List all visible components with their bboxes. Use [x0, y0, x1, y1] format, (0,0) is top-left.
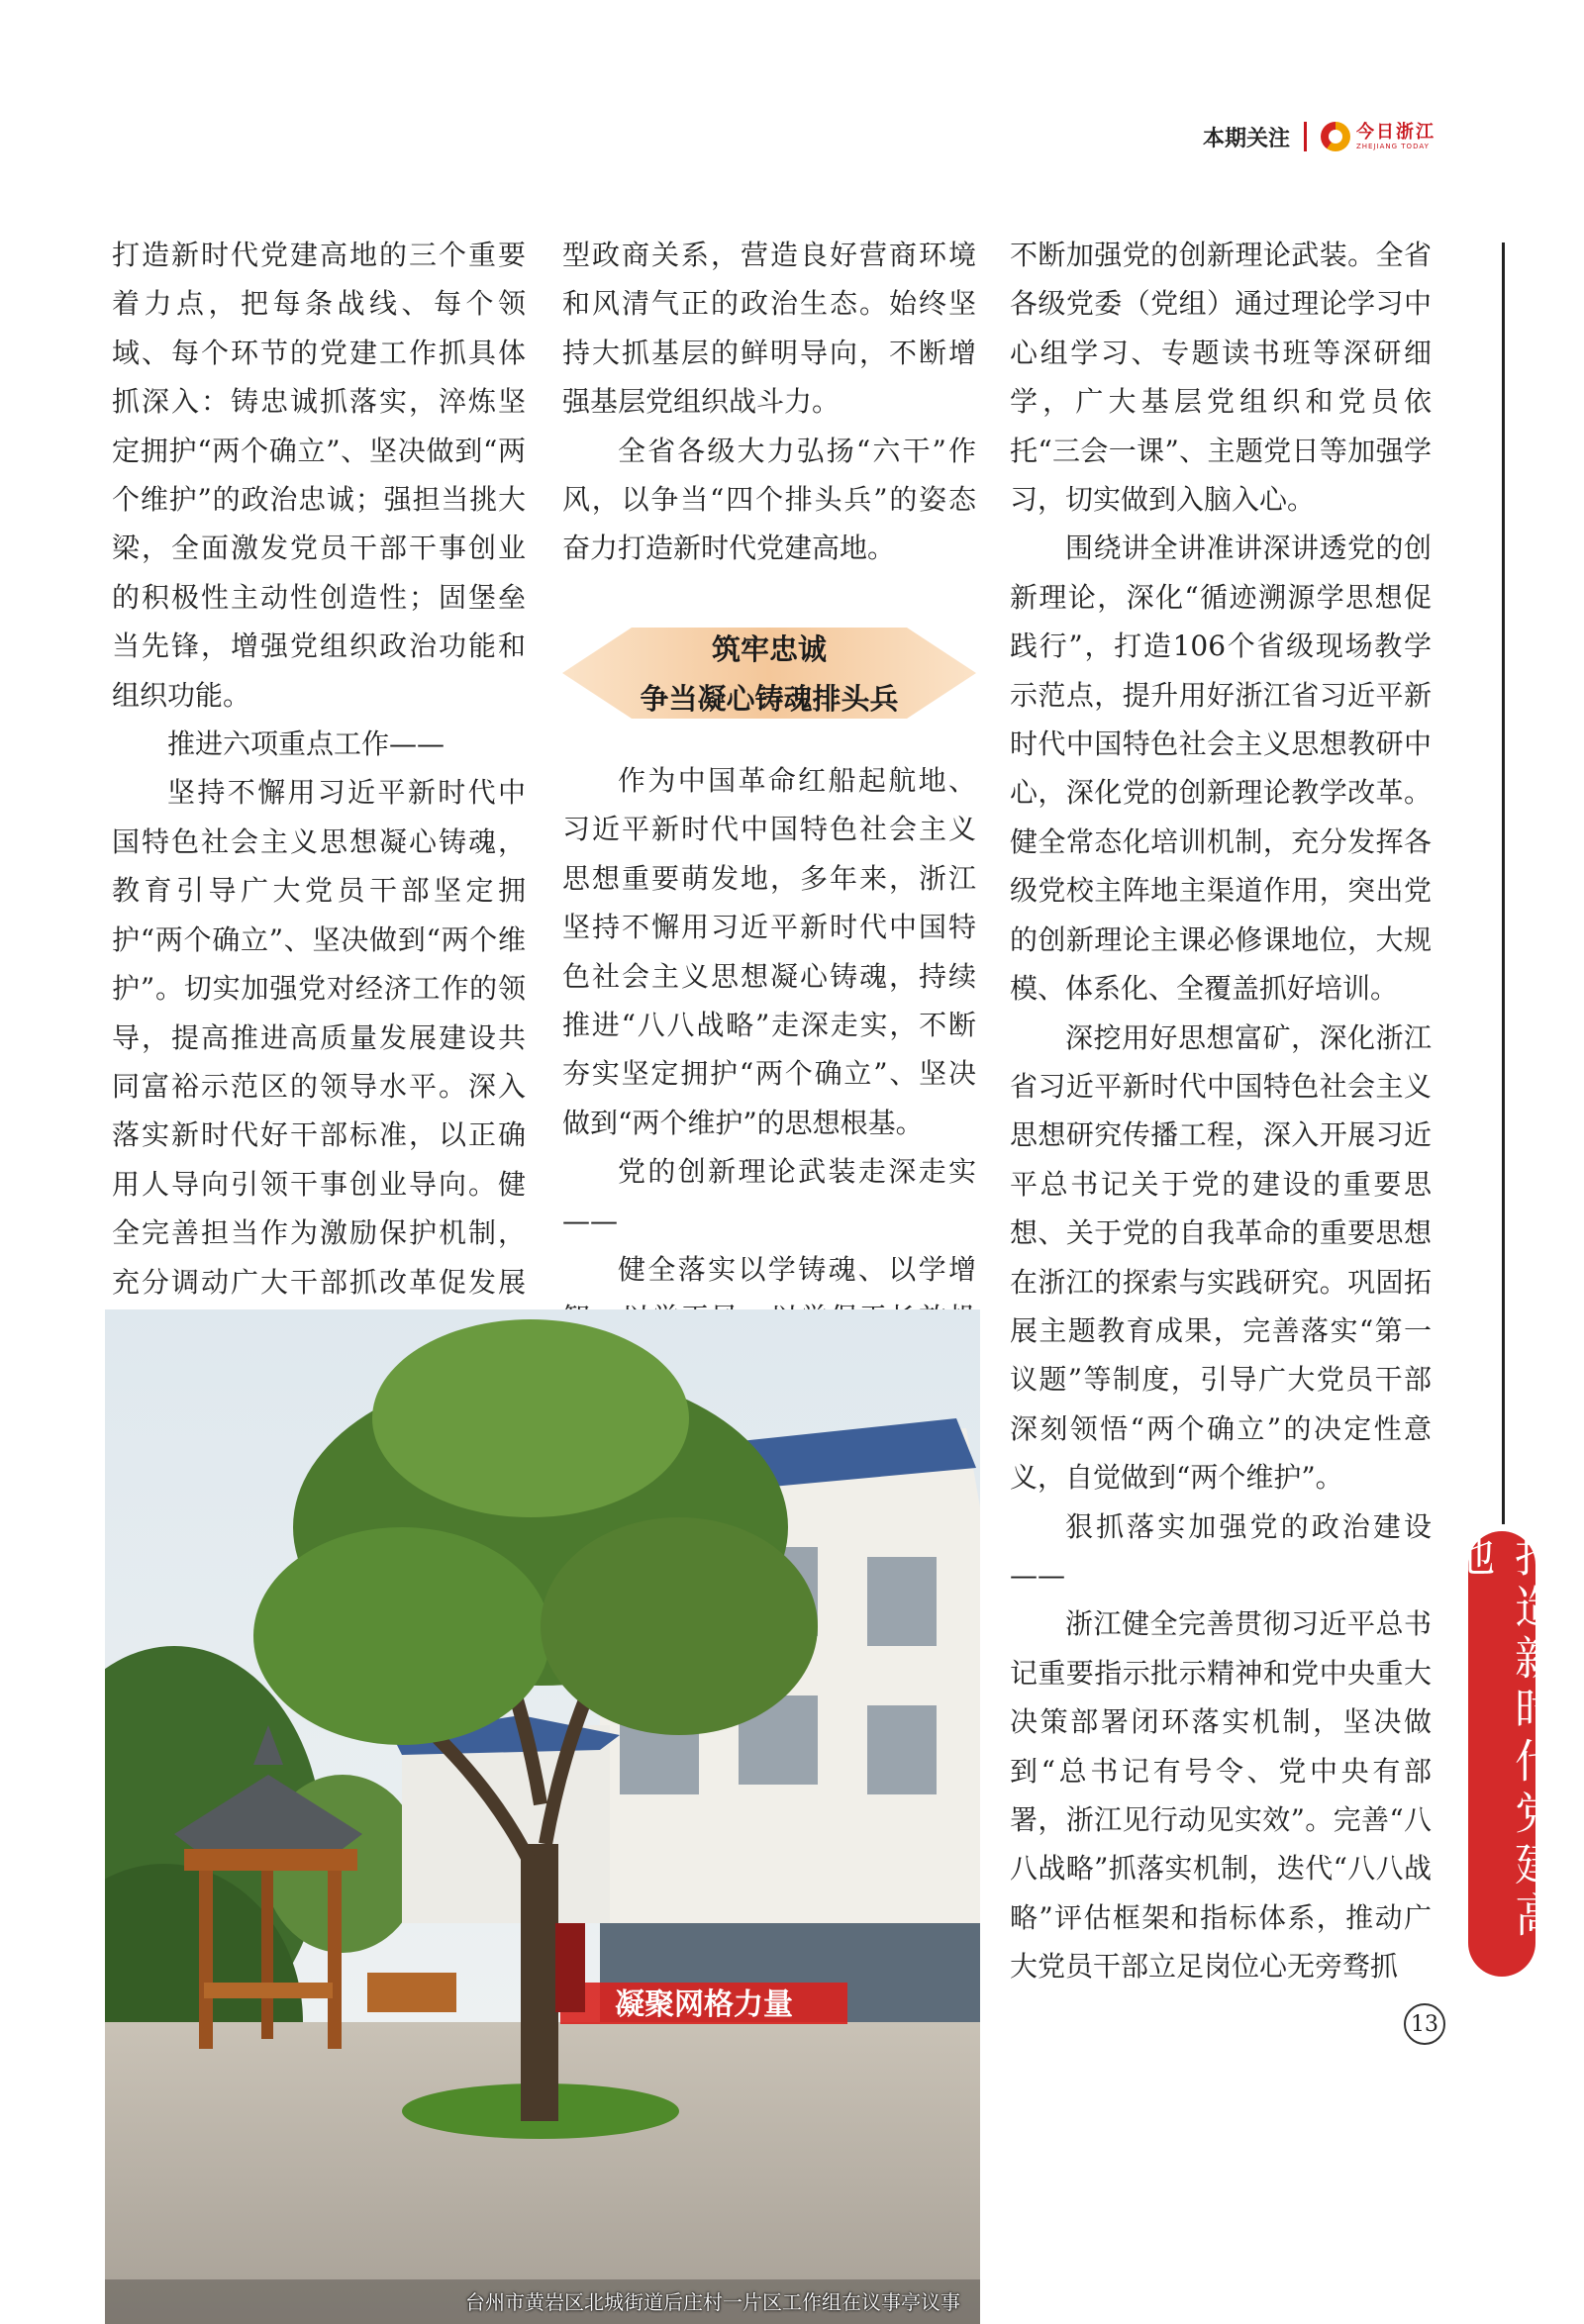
- paragraph: 浙江健全完善贯彻习近平总书记重要指示批示精神和党中央重大决策部署闭环落实机制，坚决做到“总书记有号令、党中央有部署，浙江见行动见实效”。完善“八八战略”抓落实机制，迭代“八八战略”评估框架和指标体系，推动广大党员干部立足岗位心无旁骛抓: [1010, 1607, 1432, 1984]
- paragraph: 坚持不懈用习近平新时代中国特色社会主义思想凝心铸魂，教育引导广大党员干部坚定拥护“两个确立”、坚决做到“两个维护”。切实加强党对经济工作的领导，提高推进高质量发展建设共同富裕示范区的领导水平。深入落实新时代好干部标准，以正确用人导向引领干事创业导向。健全完善担当作为激励保护机制，充分调动广大干部抓改革促发展: [112, 776, 526, 1299]
- logo-subtitle: ZHEJIANG TODAY: [1356, 142, 1430, 150]
- paragraph: 围绕讲全讲准讲深讲透党的创新理论，深化“循迹溯源学思想促践行”，打造106个省级现场教学示范点，提升用好浙江省习近平新时代中国特色社会主义思想教研中心，深化党的创新理论教学改革。健全常态化培训机制，充分发挥各级党校主阵地主渠道作用，突出党的创新理论主课必修课地位，大规模、体系化、全覆盖抓好培训。: [1010, 532, 1432, 1006]
- village-pavilion-photo: [105, 1309, 980, 2324]
- paragraph: 作为中国革命红船起航地、习近平新时代中国特色社会主义思想重要萌发地，多年来，浙江坚持不懈用习近平新时代中国特色社会主义思想凝心铸魂，持续推进“八八战略”走深走实，不断夯实坚定拥护“两个确立”、坚决做到“两个维护”的思想根基。: [562, 764, 976, 1139]
- page-header: [1203, 117, 1436, 156]
- magazine-logo: [1321, 122, 1436, 151]
- paragraph: 不断加强党的创新理论武装。全省各级党委（党组）通过理论学习中心组学习、专题读书班等深研细学，广大基层党组织和党员依托“三会一课”、主题党日等加强学习，切实做到入脑入心。: [1010, 239, 1432, 517]
- header-divider: [1304, 122, 1307, 151]
- column-divider: [1502, 242, 1505, 1524]
- paragraph: 推进六项重点工作——: [167, 727, 446, 761]
- paragraph: 全省各级大力弘扬“六干”作风，以争当“四个排头兵”的姿态奋力打造新时代党建高地。: [562, 434, 976, 565]
- article-column-3: [1010, 231, 1432, 1991]
- banner-line-2: 争当凝心铸魂排头兵: [640, 682, 899, 716]
- paragraph: 党的创新理论武装走深走实——: [562, 1155, 976, 1237]
- paragraph: 健全落实以学铸魂、以学增: [618, 1253, 976, 1287]
- section-label: 本期关注: [1202, 126, 1290, 151]
- article-column-2-top: [562, 231, 976, 573]
- article-column-2-bottom: [562, 756, 976, 1392]
- photo-sign-text: 凝聚网格力量: [615, 1987, 793, 2022]
- side-tab: [1442, 1531, 1561, 1977]
- paragraph: 打造新时代党建高地的三个重要着力点，把每条战线、每个领域、每个环节的党建工作抓具体抓深入：铸忠诚抓落实，淬炼坚定拥护“两个确立”、坚决做到“两个维护”的政治忠诚；强担当挑大梁，全面激发党员干部干事创业的积极性主动性创造性；固堡垒当先锋，增强党组织政治功能和组织功能。: [112, 239, 526, 712]
- paragraph: 狠抓落实加强党的政治建设——: [1010, 1509, 1432, 1592]
- paragraph: 型政商关系，营造良好营商环境和风清气正的政治生态。始终坚持大抓基层的鲜明导向，不断增强基层党组织战斗力。: [562, 239, 976, 419]
- logo-swirl-icon: [1321, 122, 1350, 151]
- article-column-1: [112, 231, 526, 1404]
- page-number: 13: [1404, 2003, 1445, 2045]
- photo-illustration: [105, 1309, 980, 2324]
- logo-title: 今日浙江: [1356, 121, 1436, 143]
- banner-line-1: 筑牢忠诚: [711, 632, 827, 666]
- side-tab-label: 打造新时代党建高地: [1442, 1531, 1561, 1943]
- section-heading-banner: [562, 622, 976, 725]
- photo-caption: 台州市黄岩区北城街道后庄村一片区工作组在议事亭议事: [465, 2290, 960, 2314]
- paragraph: 深挖用好思想富矿，深化浙江省习近平新时代中国特色社会主义思想研究传播工程，深入开展习近平总书记关于党的建设的重要思想、关于党的自我革命的重要思想在浙江的探索与实践研究。巩固拓展主题教育成果，完善落实“第一议题”等制度，引导广大党员干部深刻领悟“两个确立”的决定性意义，自觉做到“两个维护”。: [1010, 1020, 1432, 1495]
